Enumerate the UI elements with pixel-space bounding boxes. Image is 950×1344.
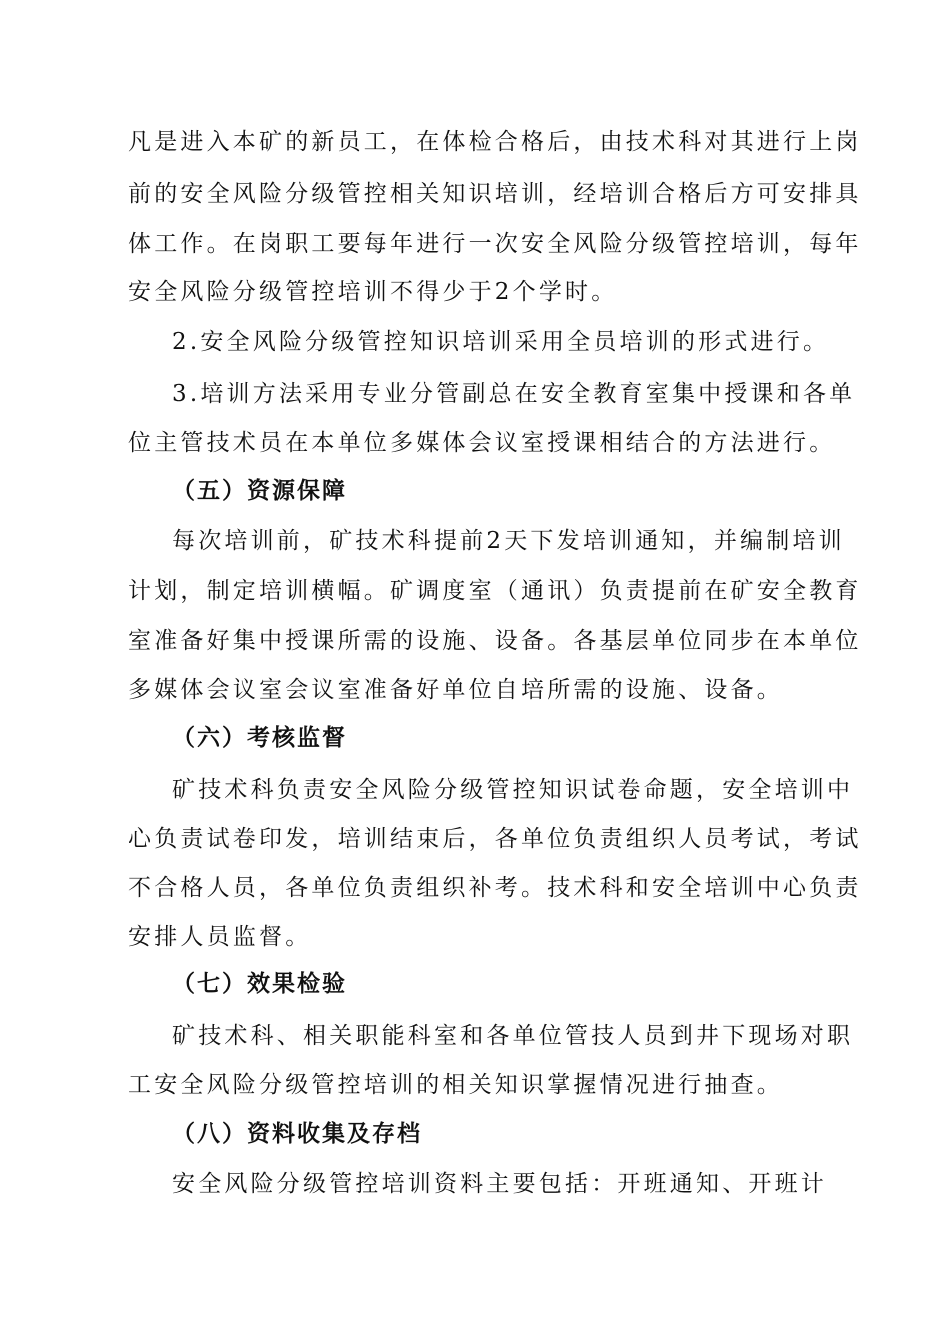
body-text-line: 安全风险分级管控培训资料主要包括：开班通知、开班计 [172,1171,827,1197]
body-text-line: 2.安全风险分级管控知识培训采用全员培训的形式进行。 [172,329,830,355]
body-text-line: 安排人员监督。 [128,924,312,950]
body-text-line: 矿技术科、相关职能科室和各单位管技人员到井下现场对职 [172,1023,854,1049]
body-text-line: 体工作。在岗职工要每年进行一次安全风险分级管控培训，每年 [128,231,862,257]
body-text-line: 工安全风险分级管控培训的相关知识掌握情况进行抽查。 [128,1072,783,1098]
section-heading: （八）资料收集及存档 [172,1121,422,1147]
body-text-line: 位主管技术员在本单位多媒体会议室授课相结合的方法进行。 [128,430,836,456]
section-heading: （五）资源保障 [172,478,347,504]
body-text-line: 每次培训前，矿技术科提前2天下发培训通知，并编制培训 [172,528,845,554]
body-text-line: 安全风险分级管控培训不得少于2个学时。 [128,279,618,305]
body-text-line: 室准备好集中授课所需的设施、设备。各基层单位同步在本单位 [128,628,862,654]
body-text-line: 前的安全风险分级管控相关知识培训，经培训合格后方可安排具 [128,181,862,207]
body-text-line: 矿技术科负责安全风险分级管控知识试卷命题，安全培训中 [172,777,854,803]
body-text-line: 不合格人员，各单位负责组织补考。技术科和安全培训中心负责 [128,875,862,901]
body-text-line: 计划，制定培训横幅。矿调度室（通讯）负责提前在矿安全教育 [128,578,862,604]
body-text-line: 多媒体会议室会议室准备好单位自培所需的设施、设备。 [128,677,783,703]
body-text-line: 心负责试卷印发，培训结束后，各单位负责组织人员考试，考试 [128,826,862,852]
section-heading: （六）考核监督 [172,725,347,751]
body-text-line: 3.培训方法采用专业分管副总在安全教育室集中授课和各单 [172,381,856,407]
section-heading: （七）效果检验 [172,971,347,997]
body-text-line: 凡是进入本矿的新员工，在体检合格后，由技术科对其进行上岗 [128,129,862,155]
